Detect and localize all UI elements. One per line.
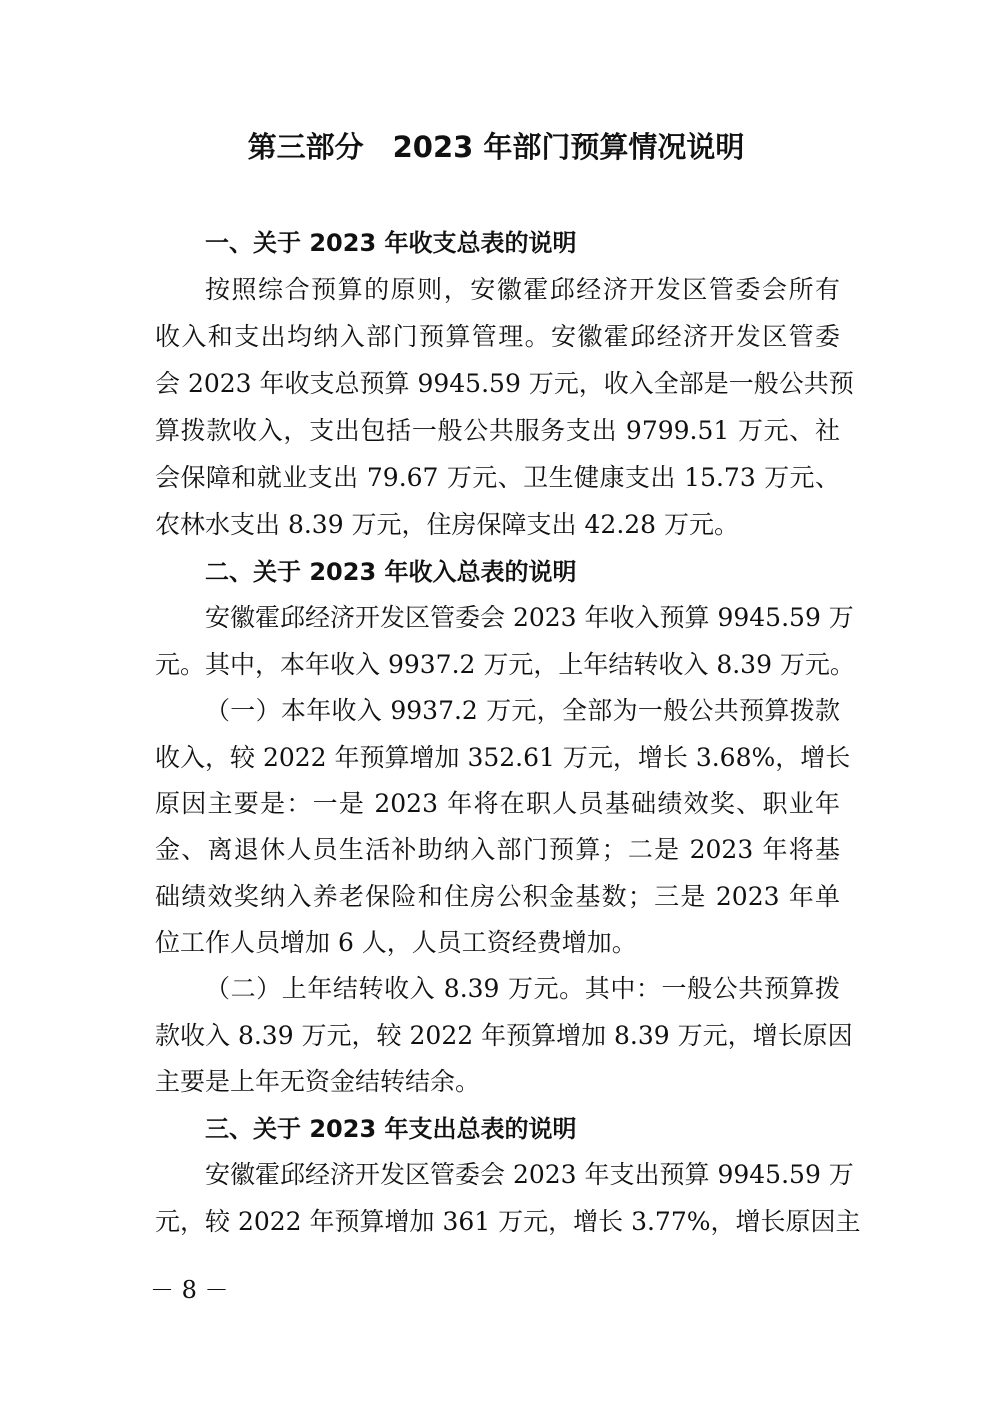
paragraph-line: 金、离退休人员生活补助纳入部门预算；二是 2023 年将基 — [155, 835, 840, 864]
paragraph-line: 农林水支出 8.39 万元，住房保障支出 42.28 万元。 — [155, 510, 740, 539]
paragraph-line: 会保障和就业支出 79.67 万元、卫生健康支出 15.73 万元、 — [155, 463, 840, 492]
paragraph-line: 础绩效奖纳入养老保险和住房公积金基数；三是 2023 年单 — [155, 882, 840, 911]
paragraph-line: 收入和支出均纳入部门预算管理。安徽霍邱经济开发区管委 — [155, 322, 840, 351]
section-heading: 二、关于 2023 年收入总表的说明 — [205, 558, 577, 586]
page-number: － 8 － — [150, 1276, 229, 1304]
paragraph-line: 主要是上年无资金结转结余。 — [155, 1067, 481, 1096]
paragraph-line: 收入，较 2022 年预算增加 352.61 万元，增长 3.68%，增长 — [155, 743, 851, 772]
paragraph-line: 安徽霍邱经济开发区管委会 2023 年支出预算 9945.59 万 — [205, 1160, 854, 1189]
paragraph-line: 原因主要是：一是 2023 年将在职人员基础绩效奖、职业年 — [155, 789, 840, 818]
paragraph-line: （一）本年收入 9937.2 万元，全部为一般公共预算拨款 — [205, 696, 840, 725]
page-title: 第三部分 2023 年部门预算情况说明 — [247, 130, 745, 164]
paragraph-line: 元。其中，本年收入 9937.2 万元，上年结转收入 8.39 万元。 — [155, 650, 855, 679]
paragraph-line: 算拨款收入，支出包括一般公共服务支出 9799.51 万元、社 — [155, 416, 840, 445]
section-heading: 三、关于 2023 年支出总表的说明 — [205, 1115, 577, 1143]
paragraph-line: 安徽霍邱经济开发区管委会 2023 年收入预算 9945.59 万 — [205, 603, 854, 632]
paragraph-line: 位工作人员增加 6 人，人员工资经费增加。 — [155, 928, 637, 957]
paragraph-line: 按照综合预算的原则，安徽霍邱经济开发区管委会所有 — [205, 275, 840, 304]
section-heading: 一、关于 2023 年收支总表的说明 — [205, 229, 577, 257]
paragraph-line: （二）上年结转收入 8.39 万元。其中：一般公共预算拨 — [205, 974, 840, 1003]
paragraph-line: 元，较 2022 年预算增加 361 万元，增长 3.77%，增长原因主 — [155, 1207, 861, 1236]
paragraph-line: 款收入 8.39 万元，较 2022 年预算增加 8.39 万元，增长原因 — [155, 1021, 853, 1050]
paragraph-line: 会 2023 年收支总预算 9945.59 万元，收入全部是一般公共预 — [155, 369, 854, 398]
